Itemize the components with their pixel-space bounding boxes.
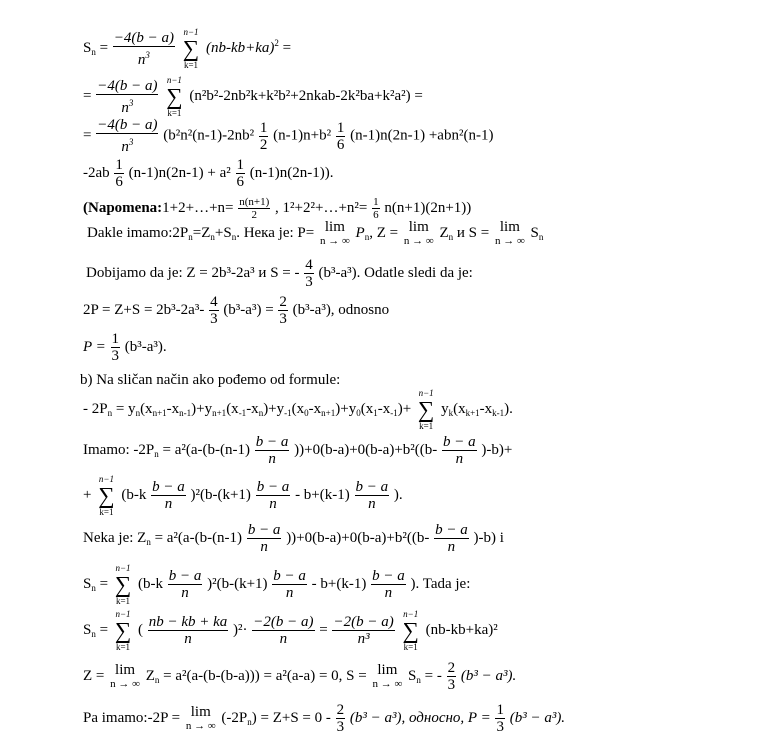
fraction: $\frac{nb - kb + ka}{n}$ (148, 614, 228, 647)
fraction: $\frac{b - a}{n}$ (372, 568, 405, 601)
fraction: $\frac{b - a}{n}$ (247, 522, 281, 555)
fraction: $\frac{4}{3}$ (305, 257, 313, 290)
fraction: $\frac{1}{6}$ (236, 157, 244, 190)
line-16: $S_n$ = n−1 ∑ k=1 ( $\frac{nb - kb + ka}{n}$ )²· $\frac{-2(b - a)}{n}$ = $\frac{-2(b - a)}{\text{n³}}$ n−1 ∑ k=1 (nb-kb+ka)² (83, 609, 498, 652)
fraction: $\frac{2}{3}$ (336, 702, 345, 735)
fraction: $\frac{b - a}{n}$ (255, 434, 289, 467)
fraction: $\frac{-4(b - a)}{n^3}$ (113, 29, 175, 68)
limit: lim n → ∞ (494, 219, 525, 247)
fraction: $\frac{-4(b - a)}{n^3}$ (97, 77, 158, 116)
fraction: $\frac{1}{6}$ (373, 196, 379, 221)
fraction: $\frac{4}{3}$ (210, 294, 218, 327)
limit: lim n → ∞ (372, 662, 403, 690)
line-14: Neka je: $Z_n = a^2(a-(b-(n-1)$ $\frac{b - a}{n}$ ))+0(b-a)+0(b-a)+b²((b- $\frac{b - a}{n}$ )-b) i (83, 522, 504, 555)
fraction: $\frac{b - a}{n}$ (435, 522, 468, 555)
line-2: = $\frac{-4(b - a)}{n^3}$ n−1 ∑ k=1 (n²b²-2nb²k+k²b²+2nkab-2k²ba+k²a²) = (83, 75, 423, 118)
line-12: Imamo: $-2P_n = a^2(a-(b-(n-1)$ $\frac{b - a}{n}$ ))+0(b-a)+0(b-a)+b²((b- $\frac{b - a}{n}$ )-b)+ (83, 434, 513, 467)
fraction: $\frac{1}{2}$ (259, 119, 268, 153)
line-1: $S_n$ = $\frac{-4(b - a)}{n^3}$ n−1 ∑ k=1 $(nb-kb+ka)^2$ = (83, 27, 292, 70)
limit: lim n → ∞ (185, 704, 216, 732)
fraction: $\frac{b - a}{n}$ (273, 568, 306, 601)
summation: n−1 ∑ k=1 (98, 474, 115, 517)
line-3: = $\frac{-4(b - a)}{n^3}$ (b²n²(n-1)-2nb² $\frac{1}{2}$ (n-1)n+b² $\frac{1}{6}$ (n-1)n(2n-1) +abn²(n-1) (83, 117, 494, 155)
fraction: $\frac{-2(b - a)}{\text{n³}}$ (333, 614, 394, 647)
fraction: $\frac{1}{6}$ (115, 157, 123, 190)
line-7: Dobijamo da je: Z = 2b³-2a³ и S = - $\frac{4}{3}$ (b³-a³). Odatle sledi da je: (86, 257, 473, 290)
line-15: $S_n$ = n−1 ∑ k=1 (b-k $\frac{b - a}{n}$ )²(b-(k+1) $\frac{b - a}{n}$ - b+(k-1) $\frac{b - a}{n}$ ). Tada je: (83, 563, 471, 606)
fraction: $\frac{2}{3}$ (447, 660, 456, 693)
line-11: - $2P_n = y_n(x_{n+1}-x_{n-1})+y_{n+1}(x_{-1}-x_n)+y_{-1}(x_0-x_{n+1})+y_0(x_1-x_{-1})+$ n−1 ∑ k=1 $y_k(x_{k+1}-x_{k-1})$. (83, 388, 513, 431)
summation: n−1 ∑ k=1 (114, 563, 132, 606)
fraction: $\frac{n(n+1)}{2}$ (239, 196, 270, 221)
line-5-note: (Napomena:1+2+…+n= $\frac{n(n+1)}{2}$ , 1²+2²+…+n²= $\frac{1}{6}$ n(n+1)(2n+1)) (83, 196, 472, 221)
fraction: $\frac{b - a}{n}$ (168, 568, 202, 601)
fraction: $\frac{b - a}{n}$ (355, 479, 389, 512)
fraction: $\frac{b - a}{n}$ (443, 434, 476, 467)
fraction: $\frac{1}{6}$ (336, 119, 345, 153)
line-10: b) Na sličan način ako pođemo od formule: (80, 372, 341, 388)
fraction: $\frac{-4(b - a)}{n^3}$ (97, 117, 158, 155)
fraction: $\frac{-2(b - a)}{n}$ (253, 614, 314, 647)
summation: n−1 ∑ k=1 (417, 388, 435, 431)
line-6: Dakle $imamo:2P_n=Z_n+S_n$. Нека је: P= lim n → ∞ $P_n$, Z = lim n → ∞ $Z_n$ и S = lim n → ∞ $S_n$ (87, 219, 544, 247)
limit: lim n → ∞ (403, 219, 434, 247)
limit: lim n → ∞ (110, 662, 140, 690)
line-4: -2ab $\frac{1}{6}$ (n-1)n(2n-1) + a² $\frac{1}{6}$ (n-1)n(2n-1)). (83, 157, 334, 190)
summation: n−1 ∑ k=1 (114, 609, 132, 652)
fraction: $\frac{2}{3}$ (279, 294, 287, 327)
line-18: Pa imamo:-2P = lim n → ∞ $(-2P_n) = Z+S = 0$ - $\frac{2}{3}$ (b³ − a³), односно, P = $\frac{1}{3}$ (b³ − a³). (83, 702, 566, 735)
line-17: Z = lim n → ∞ $Z_n = a^2(a-(b-(b-a))) = a^2(a-a) = 0$, S = lim n → ∞ $S_n$ = - $\frac{2}{3}$ (b³ − a³). (83, 660, 517, 693)
line-13: + n−1 ∑ k=1 (b-k $\frac{b - a}{n}$ )²(b-(k+1) $\frac{b - a}{n}$ - b+(k-1) $\frac{b - a}{n}$ ). (83, 474, 403, 517)
summation: n−1 ∑ k=1 (166, 75, 183, 118)
limit: lim n → ∞ (319, 219, 350, 247)
summation: n−1 ∑ k=1 (182, 27, 200, 70)
line-8: 2P = Z+S = 2b³-2a³- $\frac{4}{3}$ (b³-a³) = $\frac{2}{3}$ (b³-a³), odnosno (83, 294, 390, 327)
line-9: P = $\frac{1}{3}$ (b³-a³). (83, 331, 167, 364)
fraction: $\frac{1}{3}$ (496, 702, 504, 735)
fraction: $\frac{1}{3}$ (111, 331, 120, 364)
summation: n−1 ∑ k=1 (402, 609, 419, 652)
fraction: $\frac{b - a}{n}$ (152, 479, 185, 512)
fraction: $\frac{b - a}{n}$ (256, 479, 290, 512)
